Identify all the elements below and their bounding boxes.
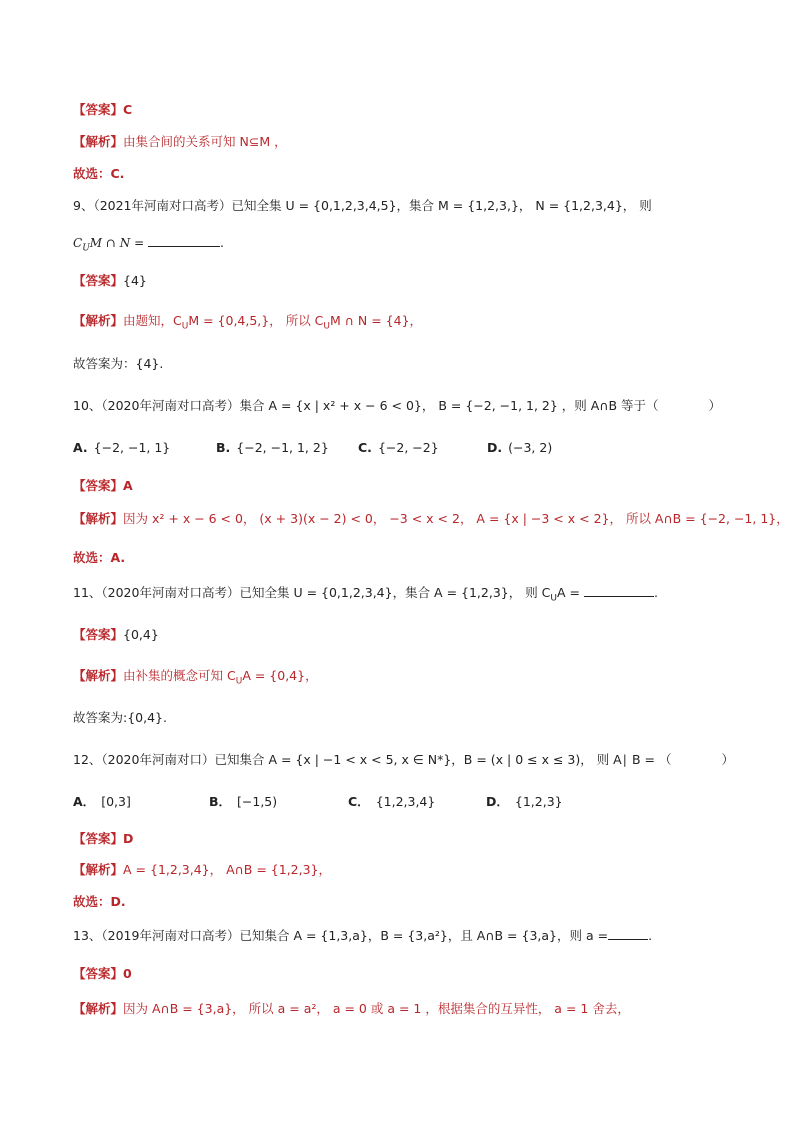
analysis-line-12 <box>73 861 734 879</box>
option-c: C． {1,2,3,4} <box>348 794 436 809</box>
analysis-tag: 【解析】 <box>73 668 124 683</box>
answer-value: {0,4} <box>123 627 159 642</box>
answer-line-10 <box>73 477 734 495</box>
analysis-text: 因为 A∩B = {3,a}， 所以 a = a²， a = 0 或 a = 1 ，根据集合的互异性， a = 1 舍去， <box>123 1001 630 1016</box>
conclusion-11: 故答案为:{0,4}. <box>73 710 167 725</box>
answer-value: A <box>123 478 133 493</box>
analysis-line-11: 【解析】由补集的概念可知 $C_UA = \{0,4\}$， <box>73 668 318 687</box>
question-9-line2: $C_UM$ ∩ N = . <box>73 235 224 254</box>
answer-blank <box>608 927 648 940</box>
option-d: D． {1,2,3} <box>486 794 563 809</box>
analysis-line-9: 【解析】由题知，$C_UM = \{0,4,5,\}$， 所以 $C_UM$ ∩ N = {4}， <box>73 313 423 332</box>
question-10: 10、（2020年河南对口高考）集合 A = {x | x² + x − 6 < 0}， B = {−2, −1, 1, 2} ，则 A∩B 等于（ ） <box>73 398 722 413</box>
answer-tag: 【答案】 <box>73 102 124 117</box>
analysis-tag: 【解析】 <box>73 313 124 328</box>
option-d: D. (−3, 2) <box>487 440 553 455</box>
analysis-text: A = {1,2,3,4}， A∩B = {1,2,3}， <box>123 862 332 877</box>
answer-value: D <box>123 831 134 846</box>
answer-line-9 <box>73 272 734 290</box>
question-text: 9、（2021年河南对口高考）已知全集 U = {0,1,2,3,4,5}，集合 M = {1,2,3,}， N = {1,2,3,4}， 则 <box>73 198 652 213</box>
conclusion-8: 故选：C. <box>73 166 125 181</box>
answer-tag: 【答案】 <box>73 831 124 846</box>
answer-blank <box>148 234 220 247</box>
answer-tag: 【答案】 <box>73 966 124 981</box>
conclusion-12: 故选：D. <box>73 894 126 909</box>
answer-line-11 <box>73 626 734 644</box>
answer-tag: 【答案】 <box>73 478 124 493</box>
analysis-line-10 <box>73 510 789 528</box>
conclusion-10: 故选：A. <box>73 550 126 565</box>
analysis-text: 由集合间的关系可知 N⊆M ， <box>123 134 287 149</box>
question-text: 10、（2020年河南对口高考）集合 A = {x | x² + x − 6 < 0}， B = {−2, −1, 1, 2} ，则 A∩B 等于（ <box>73 398 659 413</box>
option-b: B． [−1,5) <box>209 794 278 809</box>
conclusion-9: 故答案为：{4}. <box>73 356 164 371</box>
answer-tag: 【答案】 <box>73 627 124 642</box>
answer-line-8 <box>73 101 734 119</box>
question-12: 12、（2020年河南对口）已知集合 A = {x | −1 < x < 5, x ∈ N*}，B = (x | 0 ≤ x ≤ 3)， 则 A∣ B = （ ） <box>73 752 734 767</box>
analysis-line-13 <box>73 1000 734 1018</box>
option-a: A. {−2, −1, 1} <box>73 440 171 455</box>
answer-blank <box>584 584 654 597</box>
option-b: B. {−2, −1, 1, 2} <box>216 440 329 455</box>
answer-value: C <box>123 102 133 117</box>
answer-line-13 <box>73 965 734 983</box>
question-13: 13、（2019年河南对口高考）已知集合 A = {1,3,a}，B = {3,a²}，且 A∩B = {3,a}，则 a = . <box>73 928 653 943</box>
analysis-text: 因为 x² + x − 6 < 0， (x + 3)(x − 2) < 0， −3 < x < 2， A = {x | −3 < x < 2}， 所以 A∩B = {−2, −1, 1}， <box>123 511 789 526</box>
answer-value: {4} <box>123 273 147 288</box>
analysis-tag: 【解析】 <box>73 134 124 149</box>
answer-value: 0 <box>123 966 132 981</box>
option-c: C. {−2, −2} <box>358 440 439 455</box>
question-9 <box>73 197 734 215</box>
question-11: 11、（2020年河南对口高考）已知全集 U = {0,1,2,3,4}，集合 A = {1,2,3}， 则 $C_UA$ = . <box>73 585 658 604</box>
answer-tag: 【答案】 <box>73 273 124 288</box>
analysis-tag: 【解析】 <box>73 511 124 526</box>
analysis-line-8 <box>73 133 734 151</box>
option-a: A． [0,3] <box>73 794 131 809</box>
analysis-tag: 【解析】 <box>73 1001 124 1016</box>
answer-line-12 <box>73 830 734 848</box>
analysis-tag: 【解析】 <box>73 862 124 877</box>
